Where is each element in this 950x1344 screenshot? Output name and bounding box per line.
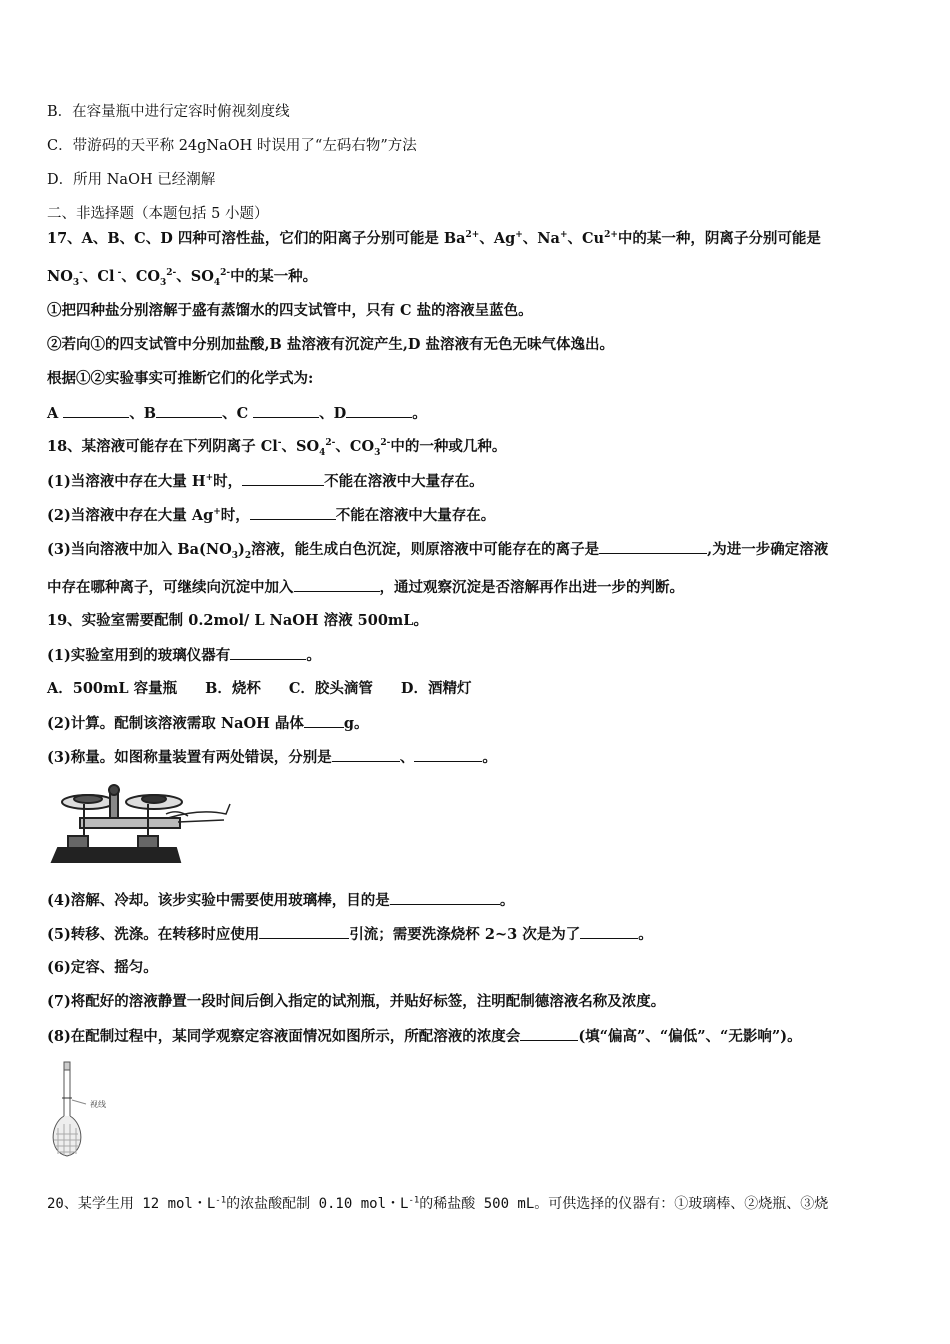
q17-prompt: 根据①②实验事实可推断它们的化学式为:	[47, 370, 314, 387]
option-c: C．胶头滴管	[288, 680, 373, 697]
answer-blank[interactable]	[580, 924, 638, 939]
q19-part-1: (1)实验室用到的玻璃仪器有 。	[47, 647, 321, 664]
q19-title: 19、实验室需要配制 0.2mol/ L NaOH 溶液 500mL。	[47, 612, 428, 629]
q17-step-1: ①把四种盐分别溶解于盛有蒸馏水的四支试管中，只有 C 盐的溶液呈蓝色。	[47, 302, 533, 319]
q17-step-2: ②若向①的四支试管中分别加盐酸,B 盐溶液有沉淀产生,D 盐溶液有无色无味气体逸出。	[47, 336, 615, 353]
q19-part-8: (8)在配制过程中，某同学观察定容液面情况如图所示，所配溶液的浓度会 (填“偏高”、“偏低”、“无影响”)。	[47, 1028, 802, 1045]
q16-option-b: B．在容量瓶中进行定容时俯视刻度线	[47, 104, 290, 120]
q18-part-3-line-1: (3)当向溶液中加入 $Ba(NO_3)_2$溶液，能生成白色沉淀，则原溶液中可能存在的离子是 ,为进一步确定溶液	[47, 541, 829, 561]
q19-part-6: (6)定容、摇匀。	[47, 959, 158, 976]
q16-option-d: D．所用 NaOH 已经潮解	[47, 172, 216, 188]
q19-part-3: (3)称量。如图称量装置有两处错误，分别是 、 。	[47, 749, 497, 766]
option-a: A．500mL 容量瓶	[47, 680, 178, 697]
q19-part-4: (4)溶解、冷却。该步实验中需要使用玻璃棒，目的是 。	[47, 892, 515, 909]
answer-blank[interactable]	[294, 577, 380, 592]
q17-answer-line: A 、B 、C 、D 。	[47, 405, 427, 422]
q18-stem: 18、某溶液可能存在下列阴离子 Cl-、$SO_4^{2-}$、$CO_3^{2-}$中的一种或几种。	[47, 438, 507, 458]
answer-blank-d[interactable]	[346, 403, 412, 418]
q19-options	[47, 679, 910, 699]
answer-blank-a[interactable]	[63, 403, 129, 418]
answer-blank-c[interactable]	[253, 403, 319, 418]
answer-blank[interactable]	[304, 713, 344, 728]
q18-part-2: (2)当溶液中存在大量 Ag+时， 不能在溶液中大量存在。	[47, 507, 496, 524]
answer-blank[interactable]	[250, 505, 336, 520]
answer-blank[interactable]	[230, 645, 306, 660]
option-d: D．酒精灯	[400, 680, 472, 697]
answer-blank[interactable]	[332, 747, 400, 762]
q16-option-c: C．带游码的天平称 24gNaOH 时误用了“左码右物”方法	[47, 138, 417, 154]
section-title: 二、非选择题（本题包括 5 小题）	[47, 206, 269, 222]
q20-stem: 20、某学生用 12 mol・$L^{-1}$的浓盐酸配制 0.10 mol・$L^{-1}$的稀盐酸 500 mL。可供选择的仪器有：①玻璃棒、②烧瓶、③烧	[47, 1195, 829, 1212]
answer-blank[interactable]	[390, 890, 500, 905]
balance-figure	[48, 782, 236, 868]
q19-part-2: (2)计算。配制该溶液需取 NaOH 晶体 g。	[47, 715, 369, 732]
answer-blank-b[interactable]	[156, 403, 222, 418]
q19-part-5: (5)转移、洗涤。在转移时应使用 引流；需要洗涤烧杯 2~3 次是为了 。	[47, 926, 653, 943]
answer-blank[interactable]	[599, 539, 707, 554]
q18-part-1: (1)当溶液中存在大量 H+时， 不能在溶液中大量存在。	[47, 473, 484, 490]
answer-blank[interactable]	[520, 1026, 578, 1041]
flask-figure	[44, 1060, 134, 1160]
answer-blank[interactable]	[242, 471, 324, 486]
q18-part-3-line-2: 中存在哪种离子，可继续向沉淀中加入 ，通过观察沉淀是否溶解再作出进一步的判断。	[47, 579, 684, 596]
answer-blank[interactable]	[414, 747, 482, 762]
q17-line-1: 17、A、B、C、D 四种可溶性盐，它们的阳离子分别可能是 $Ba^{2+}$、Ag+、Na+、$Cu^{2+}$中的某一种，阴离子分别可能是	[47, 230, 821, 247]
q19-part-7: (7)将配好的溶液静置一段时间后倒入指定的试剂瓶，并贴好标签，注明配制德溶液名称及浓度。	[47, 993, 666, 1010]
flask-label: 视线	[90, 1100, 106, 1109]
option-b: B．烧杯	[205, 680, 261, 697]
answer-blank[interactable]	[259, 924, 349, 939]
q17-line-2: $NO_3^-$、Cl -、$CO_3^{2-}$、$SO_4^{2-}$中的某一种。	[47, 268, 318, 288]
